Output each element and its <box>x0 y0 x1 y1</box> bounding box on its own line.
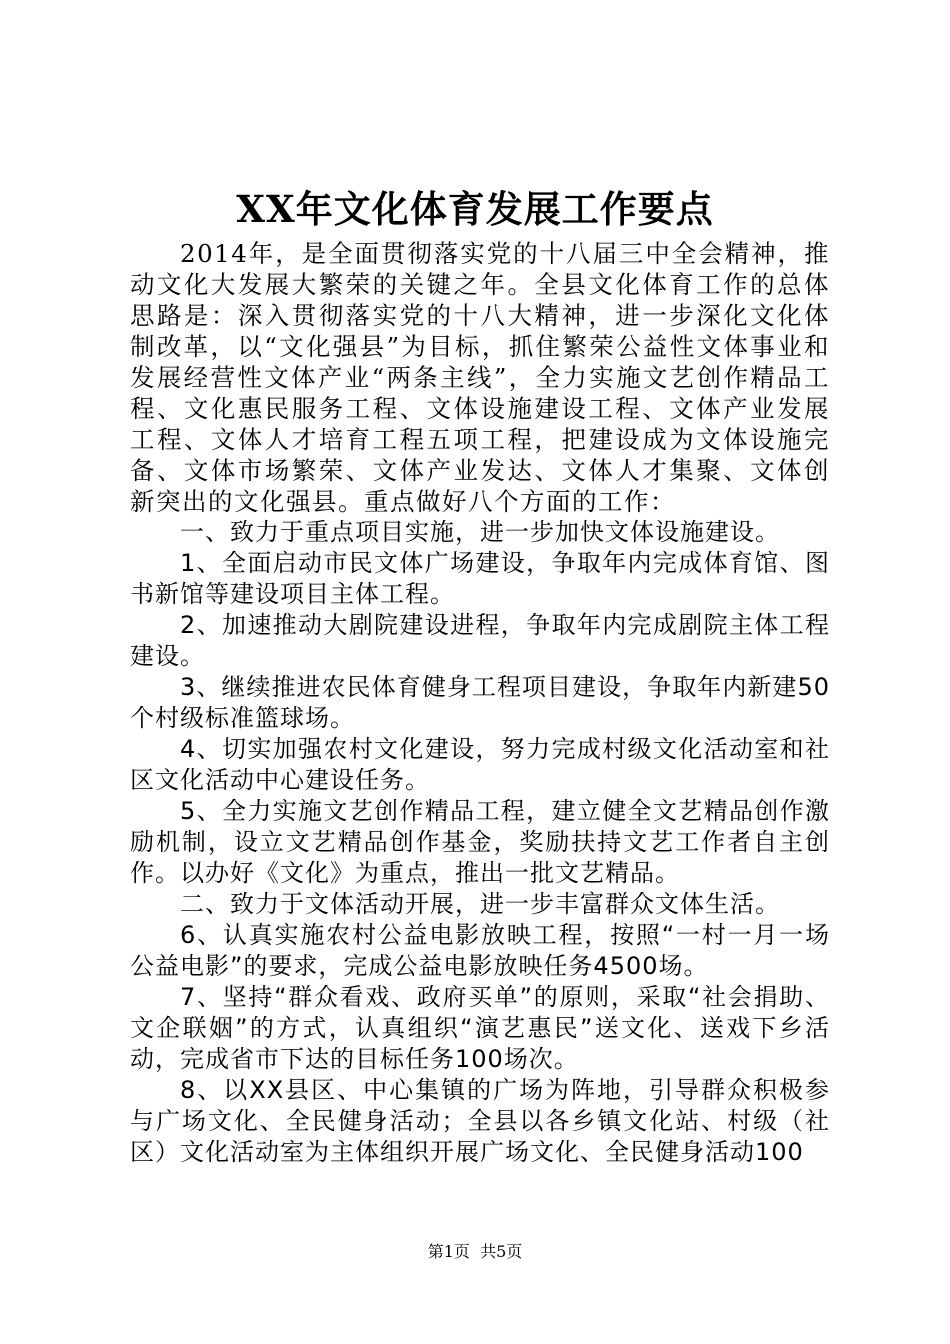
document-body <box>130 238 830 1168</box>
page-footer: 第1页 共5页 <box>427 1242 523 1261</box>
document-title: XX年文化体育发展工作要点 <box>236 187 714 231</box>
intro-paragraph: 2014年，是全面贯彻落实党的十八届三中全会精神，推动文化大发展大繁荣的关键之年。全县文化体育工作的总体思路是：深入贯彻落实党的十八大精神，进一步深化文化体制改革，以“文化强县”为目标，抓住繁荣公益性文体事业和发展经营性文体产业“两条主线”，全力实施文艺创作精品工程、文化惠民服务工程、文体设施建设工程、文体产业发展工程、文体人才培育工程五项工程，把建设成为文体设施完备、文体市场繁荣、文体产业发达、文体人才集聚、文体创新突出的文化强县。重点做好八个方面的工作： <box>130 239 830 516</box>
item-6: 6、认真实施农村公益电影放映工程，按照“一村一月一场公益电影”的要求，完成公益电影放映任务4500场。 <box>130 921 830 980</box>
section-1-heading: 一、致力于重点项目实施，进一步加快文体设施建设。 <box>180 518 780 546</box>
item-3: 3、继续推进农民体育健身工程项目建设，争取年内新建50个村级标准篮球场。 <box>130 673 830 732</box>
item-5 <box>130 796 830 889</box>
item-2: 2、加速推动大剧院建设进程，争取年内完成剧院主体工程建设。 <box>130 611 830 670</box>
item-5-tail: 以办好《文化》为重点，推出一批文艺精品。 <box>180 859 680 887</box>
item-7: 7、坚持“群众看戏、政府买单”的原则，采取“社会捐助、文企联姻”的方式，认真组织“演艺惠民”送文化、送戏下乡活动，完成省市下达的目标任务100场次。 <box>130 983 830 1073</box>
section-2-heading: 二、致力于文体活动开展，进一步丰富群众文体生活。 <box>180 890 780 918</box>
item-1: 1、全面启动市民文体广场建设，争取年内完成体育馆、图书新馆等建设项目主体工程。 <box>130 549 830 608</box>
item-4: 4、切实加强农村文化建设，努力完成村级文化活动室和社区文化活动中心建设任务。 <box>130 735 830 794</box>
item-8: 8、以XX县区、中心集镇的广场为阵地，引导群众积极参与广场文化、全民健身活动；全县以各乡镇文化站、村级（社区）文化活动室为主体组织开展广场文化、全民健身活动100 <box>130 1076 830 1166</box>
item-5-main: 5、全力实施文艺创作精品工程，建立健全文艺精品创作激励机制，设立文艺精品创作基金，奖励扶持文艺工作者自主创作。 <box>130 797 830 887</box>
